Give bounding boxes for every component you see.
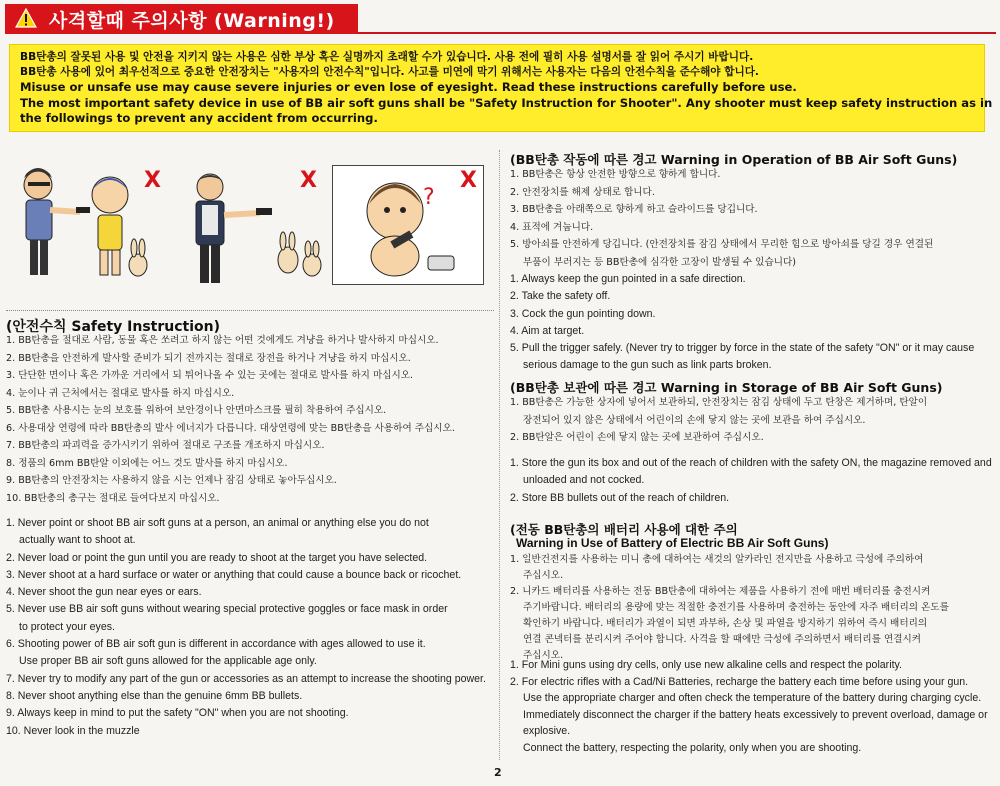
list-item: 2. Store BB bullets out of the reach of children. — [510, 491, 730, 504]
svg-text:?: ? — [423, 185, 435, 210]
list-item: serious damage to the gun such as link parts broken. — [523, 359, 772, 372]
list-item: Use proper BB air soft guns allowed for the applicable age only. — [19, 655, 317, 668]
list-item: 확인하기 바랍니다. 배터리가 과열이 되면 과부하, 손상 및 파열을 방지하기 위하여 즉시 배터리의 — [523, 618, 928, 629]
list-item: unloaded and not cocked. — [523, 474, 645, 487]
battery-warning-ko-list — [510, 552, 949, 664]
list-item: 9. Always keep in mind to put the safety "ON" when you are not shooting. — [6, 707, 349, 720]
list-item: 9. BB탄총의 안전장치는 사용하지 않을 시는 언제나 잠김 상태로 놓아두십시오. — [6, 475, 337, 486]
page-number: 2 — [494, 766, 502, 779]
list-item: 10. Never look in the muzzle — [6, 724, 140, 737]
notice-line: BB탄총 사용에 있어 최우선적으로 중요한 안전장치는 "사용자의 안전수칙"입니다. 사고를 미연에 막기 위해서는 사용자는 다음의 안전수칙을 준수해야 합니다. — [20, 66, 759, 79]
list-item: 2. Never load or point the gun until you are ready to shoot at the target you have selected. — [6, 551, 428, 564]
list-item: to protect your eyes. — [19, 620, 115, 633]
list-item: Immediately disconnect the charger if the battery heats excessively to prevent overload, damage or — [523, 708, 988, 721]
list-item: 2. 안전장치를 해제 상태로 합니다. — [510, 186, 655, 198]
rabbit-figure — [129, 239, 147, 276]
list-item: actually want to shoot at. — [19, 534, 136, 547]
list-item: 4. Never shoot the gun near eyes or ears. — [6, 586, 202, 599]
storage-warning-ko-list — [510, 394, 927, 447]
x-mark: X — [300, 168, 317, 193]
storage-warning-en-list — [510, 455, 992, 507]
list-item: 1. 일반건전지를 사용하는 미니 총에 대하여는 새것의 알카라인 전지만을 사용하고 극성에 주의하여 — [510, 554, 924, 565]
list-item: 5. BB탄총 사용시는 눈의 보호를 위하여 보안경이나 안면마스크를 필히 착용하여 주십시오. — [6, 405, 387, 416]
list-item: Use the appropriate charger and often check the temperature of the battery during charging cycle. — [523, 692, 982, 704]
battery-warning-en-list — [510, 657, 988, 756]
list-item: 부품이 부러지는 등 BB탄총에 심각한 고장이 발생될 수 있습니다) — [523, 256, 796, 268]
list-item: 1. BB탄총은 가능한 상자에 넣어서 보관하되, 안전장치는 잠김 상태에 두고 탄창은 제거하며, 탄알이 — [510, 397, 928, 408]
list-item: 1. Always keep the gun pointed in a safe direction. — [510, 273, 746, 285]
list-item: explosive. — [523, 725, 571, 737]
list-item: 2. For electric rifles with a Cad/Ni Batteries, recharge the battery each time before using your gun. — [510, 675, 969, 688]
safety-instruction-heading: (안전수칙 Safety Instruction) — [6, 319, 221, 335]
warning-title-bar — [5, 4, 358, 34]
list-item: 주기바랍니다. 배터리의 용량에 맞는 적절한 충전기를 사용하며 충전하는 동안에 자주 배터리의 온도를 — [523, 602, 949, 613]
operation-warning-en-list — [510, 271, 974, 375]
section-divider — [6, 310, 494, 311]
list-item: 주십시오. — [523, 650, 564, 661]
storage-warning-heading: (BB탄총 보관에 따른 경고 Warning in Storage of BB Air Soft Guns) — [510, 380, 943, 395]
list-item: 7. BB탄총의 파괴력을 증가시키기 위하여 절대로 구조를 개조하지 마십시오. — [6, 440, 325, 451]
list-item: 3. Cock the gun pointing down. — [510, 307, 656, 320]
list-item: 1. Never point or shoot BB air soft guns at a person, an animal or anything else you do not — [6, 517, 429, 529]
operation-warning-ko-list — [510, 166, 933, 271]
notice-line: BB탄총의 잘못된 사용 및 안전을 지키지 않는 사용은 심한 부상 혹은 실명까지 초래할 수가 있습니다. 사용 전에 필히 사용 설명서를 잘 읽어 주시기 바랍니다. — [20, 51, 754, 63]
illustration-shooting-person — [10, 160, 150, 290]
list-item: 8. 정품의 6mm BB탄알 이외에는 어느 것도 발사를 하지 마십시오. — [6, 457, 288, 469]
notice-line: the followings to prevent any accident from occurring. — [20, 110, 378, 125]
operation-warning-heading: (BB탄총 작동에 따른 경고 Warning in Operation of BB Air Soft Guns) — [510, 152, 958, 167]
list-item: 2. BB탄총을 안전하게 발사할 준비가 되기 전까지는 절대로 장전을 하거나 겨냥을 하지 마십시오. — [6, 352, 411, 364]
list-item: 4. 눈이나 귀 근처에서는 절대로 발사를 하지 마십시오. — [6, 387, 235, 399]
notice-line: Misuse or unsafe use may cause severe injuries or even lose of eyesight. Read these instructions carefully before use. — [20, 80, 797, 95]
list-item: 5. 방아쇠를 안전하게 당깁니다. (안전장치를 잠김 상태에서 무리한 힘으로 방아쇠를 당길 경우 연결된 — [510, 239, 934, 250]
list-item: 5. Never use BB air soft guns without wearing special protective goggles or face mask in order — [6, 603, 448, 616]
list-item: 3. Never shoot at a hard surface or water or anything that could cause a bounce back or ricochet. — [6, 568, 462, 581]
x-mark: X — [460, 168, 477, 193]
list-item: 5. Pull the trigger safely. (Never try to trigger by force in the state of the safety "ON" or it may cause — [510, 342, 975, 355]
list-item: 장전되어 있지 않은 상태에서 어린이의 손에 닿지 않는 곳에 보관을 하여 주십시오. — [523, 414, 866, 426]
list-item: 1. BB탄총은 항상 안전한 방향으로 향하게 합니다. — [510, 169, 721, 180]
page-title: 사격할때 주의사항 (Warning!) — [49, 9, 335, 32]
list-item: 7. Never try to modify any part of the gun or accessories as an attempt to increase the shooting power. — [6, 672, 486, 685]
shooter-figure — [196, 174, 272, 283]
list-item: 연결 콘넥터를 분리시켜 주어야 합니다. 사격을 할 때에만 극성에 주의하면서 배터리를 연결시켜 — [523, 634, 922, 645]
list-item: 3. 단단한 면이나 혹은 가까운 거리에서 되 튀어나올 수 있는 곳에는 절대로 발사를 하지 마십시오. — [6, 370, 414, 381]
column-divider — [499, 150, 500, 760]
animal-figures — [278, 232, 321, 276]
safety-instruction-ko-list — [6, 332, 455, 507]
shooter-figure — [24, 168, 90, 275]
list-item: 2. 니카드 배터리를 사용하는 전동 BB탄총에 대하여는 제품을 사용하기 전에 매번 배터리를 충전시켜 — [510, 586, 931, 597]
safety-instruction-en-list — [6, 515, 486, 740]
list-item: 1. For Mini guns using dry cells, only use new alkaline cells and respect the polarity. — [510, 659, 902, 671]
list-item: 4. 표적에 겨눕니다. — [510, 221, 594, 233]
list-item: 1. BB탄총을 절대로 사람, 동물 혹은 쏘려고 하지 않는 어떤 것에게도 겨냥을 하거나 발사하지 마십시오. — [6, 335, 439, 346]
list-item: 2. BB탄알은 어린이 손에 닿지 않는 곳에 보관하여 주십시오. — [510, 432, 764, 443]
battery-warning-heading-en: Warning in Use of Battery of Electric BB Air Soft Guns) — [516, 536, 829, 550]
battery-warning-heading: (전동 BB탄총의 배터리 사용에 대한 주의 — [510, 522, 738, 537]
warning-triangle-icon — [5, 4, 43, 34]
list-item: 주십시오. — [523, 570, 564, 581]
warning-notice-box — [9, 44, 993, 132]
list-item: 4. Aim at target. — [510, 324, 585, 337]
list-item: 10. BB탄총의 총구는 절대로 들여다보지 마십시오. — [6, 492, 220, 504]
list-item: 6. 사용대상 연령에 따라 BB탄총의 발사 에너지가 다릅니다. 대상연령에 맞는 BB탄총을 사용하여 주십시오. — [6, 422, 455, 434]
list-item: 1. Store the gun its box and out of the reach of children with the safety ON, the magazine removed and — [510, 457, 992, 469]
list-item: 8. Never shoot anything else than the genuine 6mm BB bullets. — [6, 689, 303, 702]
list-item: 3. BB탄총을 아래쪽으로 향하게 하고 슬라이드를 당깁니다. — [510, 204, 758, 215]
title-rule — [358, 32, 996, 34]
x-mark: X — [144, 168, 161, 193]
child-figure — [92, 177, 128, 275]
list-item: 2. Take the safety off. — [510, 290, 611, 303]
list-item: 6. Shooting power of BB air soft gun is different in accordance with ages allowed to use it. — [6, 638, 426, 651]
notice-line: The most important safety device in use of BB air soft guns shall be "Safety Instruction for Shooter". Any shooter must keep safety instruction as in — [20, 95, 993, 110]
list-item: Connect the battery, respecting the polarity, only when you are shooting. — [523, 741, 862, 754]
